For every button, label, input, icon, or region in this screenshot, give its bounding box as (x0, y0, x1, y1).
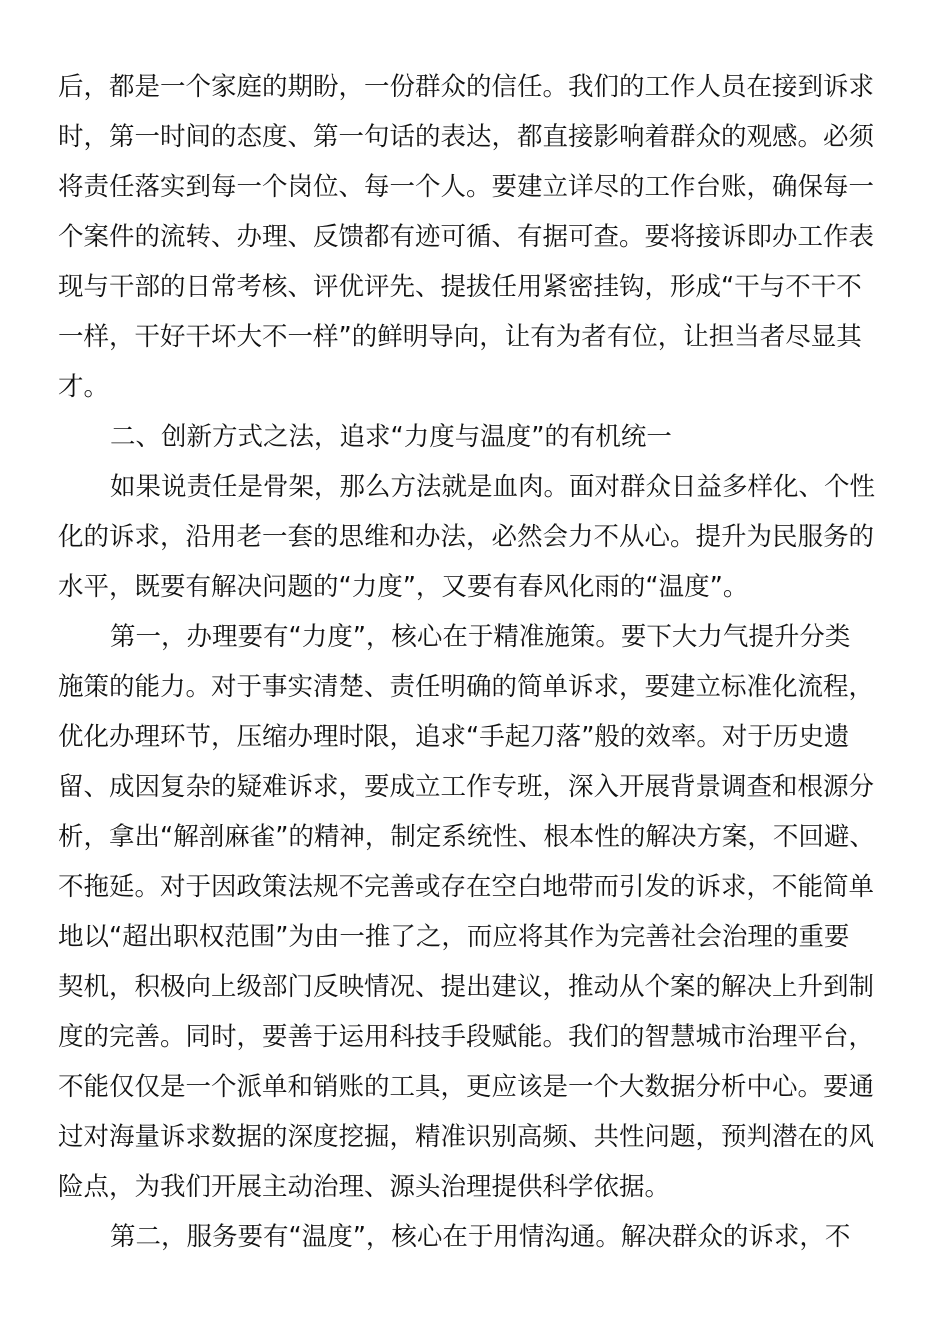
text-line: 施策的能力。对于事实清楚、责任明确的简单诉求，要建立标准化流程， (58, 672, 875, 702)
text-line: 将责任落实到每一个岗位、每一个人。要建立详尽的工作台账，确保每一 (58, 172, 875, 202)
text-line: 个案件的流转、办理、反馈都有迹可循、有据可查。要将接诉即办工作表 (58, 222, 875, 252)
text-line: 才。 (58, 372, 110, 402)
text-line: 析，拿出“解剖麻雀”的精神，制定系统性、根本性的解决方案，不回避、 (58, 822, 875, 852)
text-line: 险点，为我们开展主动治理、源头治理提供科学依据。 (58, 1172, 671, 1202)
paragraph-first-line: 第二，服务要有“温度”，核心在于用情沟通。解决群众的诉求，不 (110, 1222, 851, 1252)
text-line: 不拖延。对于因政策法规不完善或存在空白地带而引发的诉求，不能简单 (58, 872, 875, 902)
section-heading: 二、创新方式之法，追求“力度与温度”的有机统一 (110, 422, 672, 452)
paragraph-first-line: 如果说责任是骨架，那么方法就是血肉。面对群众日益多样化、个性 (110, 472, 876, 502)
paragraph-first-line: 第一，办理要有“力度”，核心在于精准施策。要下大力气提升分类 (110, 622, 851, 652)
text-line: 度的完善。同时，要善于运用科技手段赋能。我们的智慧城市治理平台， (58, 1022, 875, 1052)
text-line: 水平，既要有解决问题的“力度”，又要有春风化雨的“温度”。 (58, 572, 749, 602)
text-line: 地以“超出职权范围”为由一推了之，而应将其作为完善社会治理的重要 (58, 922, 850, 952)
text-line: 现与干部的日常考核、评优评先、提拔任用紧密挂钩，形成“干与不干不 (58, 272, 862, 302)
text-line: 优化办理环节，压缩办理时限，追求“手起刀落”般的效率。对于历史遗 (58, 722, 850, 752)
text-line: 一样，干好干坏大不一样”的鲜明导向，让有为者有位，让担当者尽显其 (58, 322, 862, 352)
text-line: 不能仅仅是一个派单和销账的工具，更应该是一个大数据分析中心。要通 (58, 1072, 875, 1102)
text-line: 时，第一时间的态度、第一句话的表达，都直接影响着群众的观感。必须 (58, 122, 875, 152)
text-line: 契机，积极向上级部门反映情况、提出建议，推动从个案的解决上升到制 (58, 972, 875, 1002)
text-line: 留、成因复杂的疑难诉求，要成立工作专班，深入开展背景调查和根源分 (58, 772, 875, 802)
text-line: 化的诉求，沿用老一套的思维和办法，必然会力不从心。提升为民服务的 (58, 522, 875, 552)
text-line: 后，都是一个家庭的期盼，一份群众的信任。我们的工作人员在接到诉求 (58, 72, 875, 102)
text-line: 过对海量诉求数据的深度挖掘，精准识别高频、共性问题，预判潜在的风 (58, 1122, 875, 1152)
